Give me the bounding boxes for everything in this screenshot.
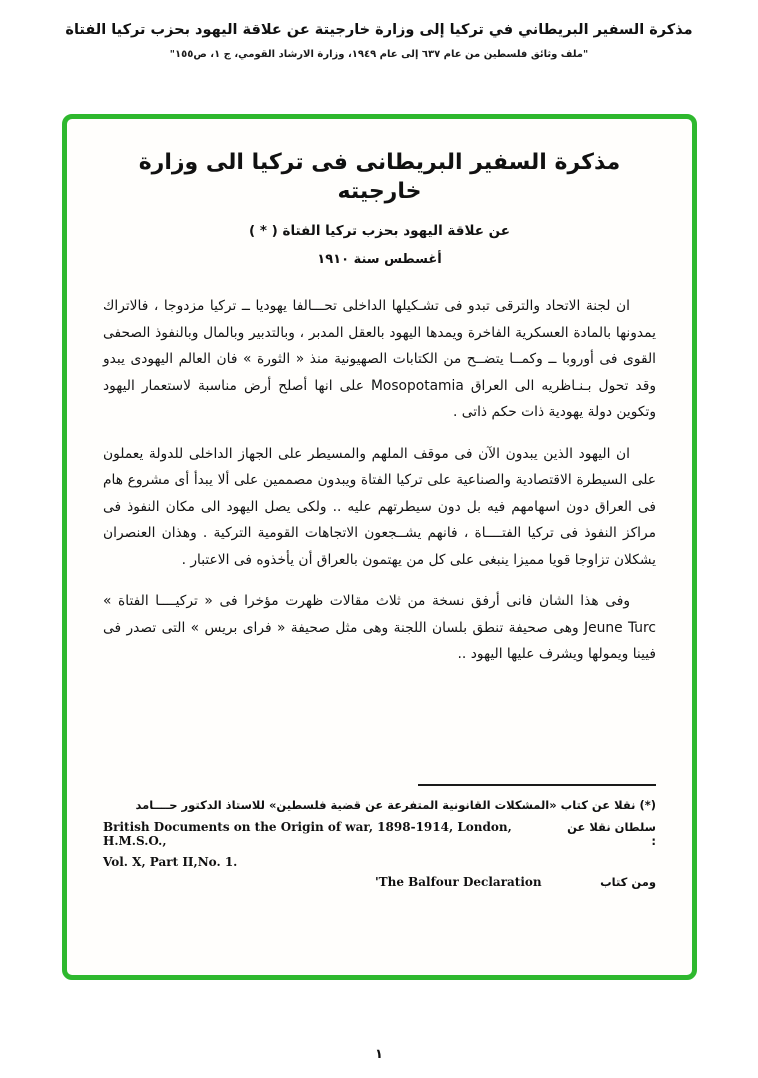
footnote-line-1: (*) نقلا عن كتاب «المشكلات القانونية المتفرعة عن قضية فلسطين» للاستاذ الدكتور حــــامد — [135, 798, 656, 813]
body-paragraph-1: ان لجنة الاتحاد والترقى تبدو فى تشـكيلها الداخلى تحـــالفا يهوديا ــ تركيا مزدوجا ، فالاتراك يمدونها بالمادة العسكرية الفاخرة ويمدها اليهود بالعقل المدبر ، وبالتدبير وبالمال وبالنفوذ الصحفى القوى فى أوروبا ــ وكمــا يتضــح من الكتابات الصهيونية منذ « الثورة » فان العالم اليهودى يبدو وقد تحول بـنـاظريه الى العراق Mosopotamia على انها أصلح أرض مناسبة لاستعمار اليهود وتكوين دولة يهودية ذات حكم ذاتى . — [103, 298, 657, 421]
header-source-citation: "ملف وثائق فلسطين من عام ٦٣٧ إلى عام ١٩٤٩، وزارة الارشاد القومي، ج ١، ص١٥٥" — [169, 49, 589, 61]
footnote-balfour-reference: 'The Balfour Declaration — [375, 875, 542, 889]
footnote-line-4 — [103, 875, 656, 889]
footnote-line-2 — [103, 820, 656, 848]
header-title: مذكرة السفير البريطاني في تركيا إلى وزارة خارجيتة عن علاقة اليهود بحزب تركيا الفتاة — [65, 22, 693, 38]
page-number: ١ — [375, 1047, 383, 1062]
document-title: مذكرة السفير البريطانى فى تركيا الى وزارة خارجيته — [138, 150, 621, 204]
footnote — [103, 784, 656, 889]
document-frame — [62, 114, 697, 980]
body-paragraph-2: ان اليهود الذين يبدون الآن فى موقف الملهم والمسيطر على الجهاز الداخلى للدولة يعملون على السيطرة الاقتصادية والصناعية على تركيا الفتاة ويبدون مصممين على ألا يبدأ أى مشروع هام فى العراق دون اسهامهم فيه بل دون سيطرتهم عليه .. ولكى يصل اليهود الى مكان النفوذ فى مراكز النفوذ فى تركيا الفتــــاة ، فانهم يشــجعون الاتجاهات القومية التركية . وهذان العنصران يشكلان تزاوجا قويا مميزا ينبغى على كل من يهتمون بالعراق أن يأخذوه فى الاعتبار . — [103, 445, 656, 568]
footnote-volume-reference: Vol. X, Part II,No. 1. — [103, 855, 238, 869]
page-header — [0, 0, 758, 60]
footnote-arabic-continuation: سلطان نقلا عن : — [567, 820, 656, 848]
footnote-separator — [418, 784, 656, 786]
document-subtitle: عن علاقة اليهود بحزب تركيا الفتاة ( * ) — [248, 223, 510, 240]
footnote-and-from-book: ومن كتاب — [600, 875, 656, 889]
body-paragraph-3: وفى هذا الشان فانى أرفق نسخة من ثلاث مقالات ظهرت مؤخرا فى « تركيــــا الفتاة » Jeune Turc وهى صحيفة تنطق بلسان اللجنة وهى مثل صحيفة « فراى بريس » التى تصدر فى فيينا ويمولها ويشرف عليها اليهود .. — [103, 593, 656, 662]
document-date: أغسطس سنة ١٩١٠ — [317, 252, 442, 268]
footnote-line-3 — [103, 851, 656, 870]
document-body — [103, 293, 656, 682]
footnote-english-source: British Documents on the Origin of war, 1898-1914, London, H.M.S.O., — [103, 820, 512, 848]
